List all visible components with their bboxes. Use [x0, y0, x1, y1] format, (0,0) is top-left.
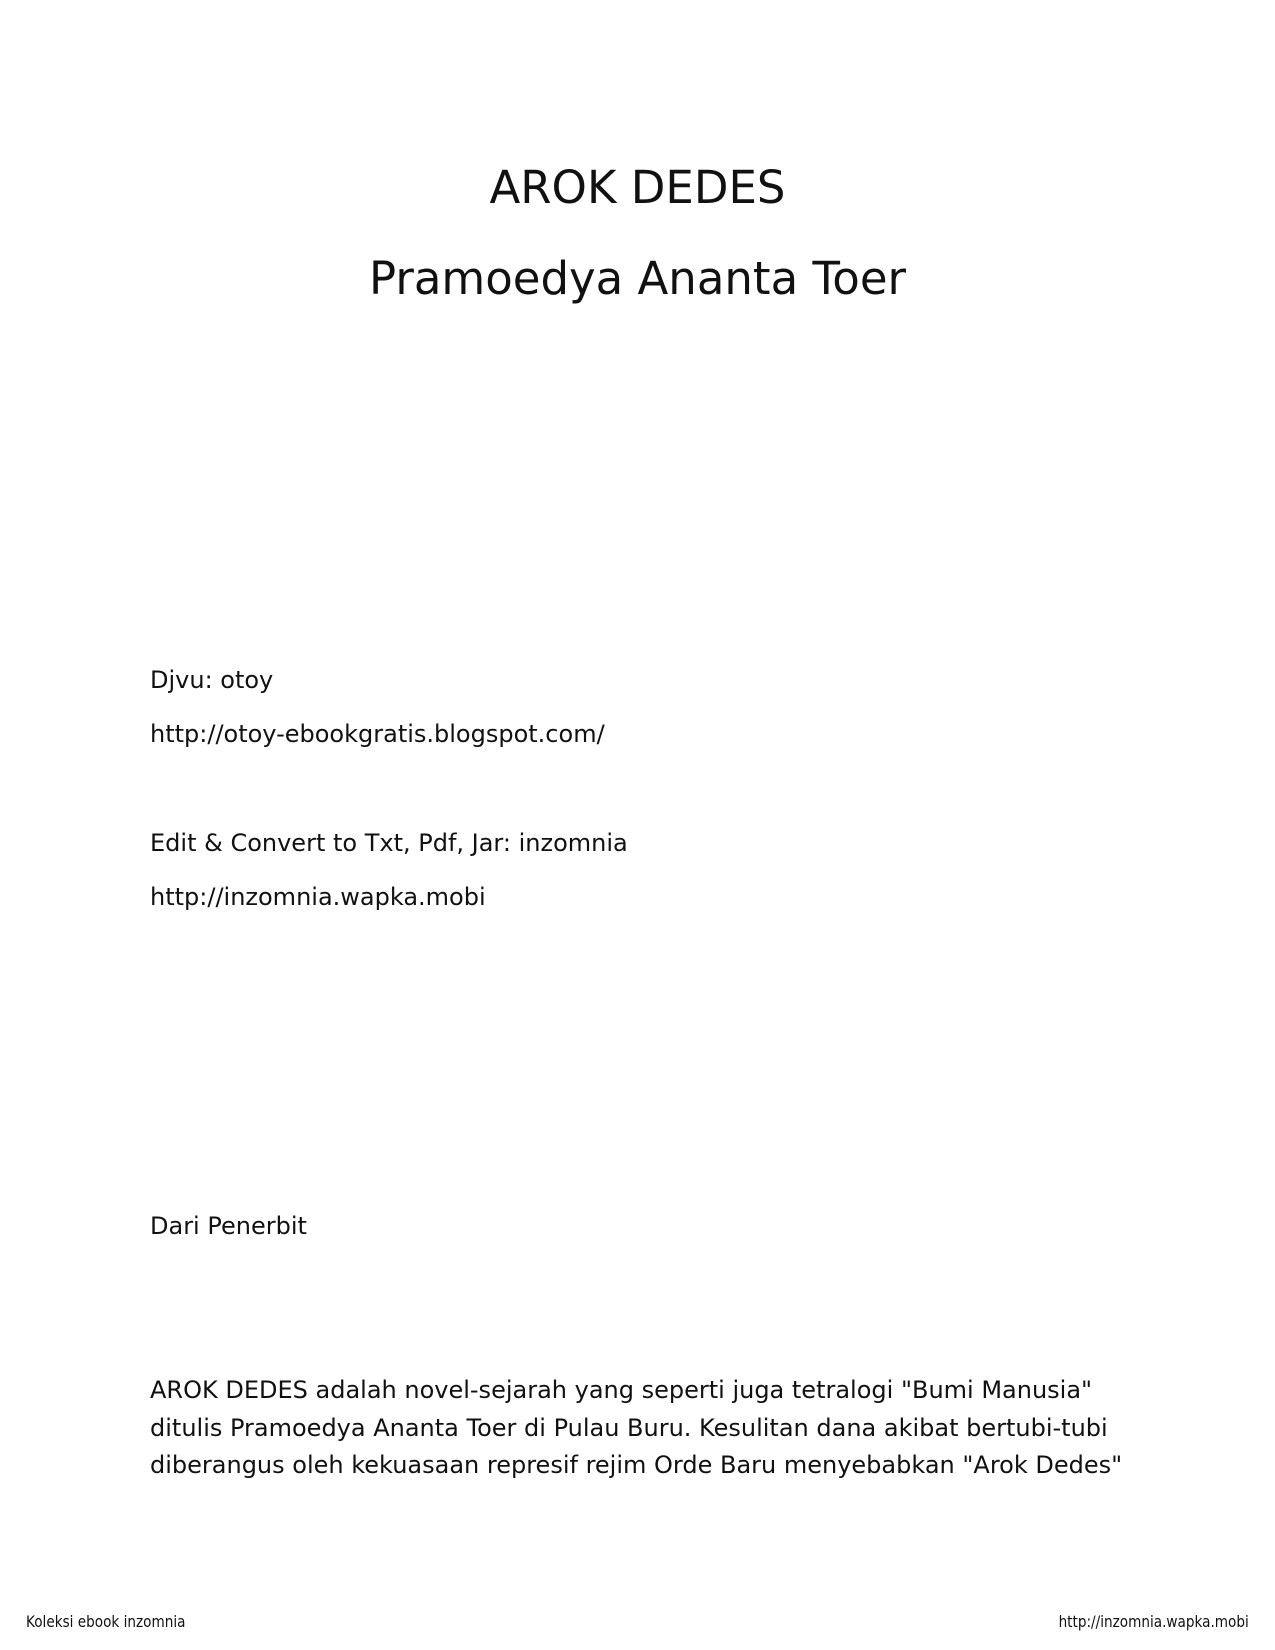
footer-right-link[interactable]: http://inzomnia.wapka.mobi — [1058, 1612, 1249, 1631]
edit-url-link[interactable]: http://inzomnia.wapka.mobi — [150, 883, 486, 911]
footer-left: Koleksi ebook inzomnia — [26, 1612, 186, 1631]
section-heading: Dari Penerbit — [150, 1212, 307, 1240]
edit-credit: Edit & Convert to Txt, Pdf, Jar: inzomnia — [150, 829, 628, 857]
djvu-url-link[interactable]: http://otoy-ebookgratis.blogspot.com/ — [150, 720, 605, 748]
book-title: AROK DEDES — [489, 161, 786, 214]
paragraph-line: diberangus oleh kekuasaan represif rejim Orde Baru menyebabkan "Arok Dedes" — [150, 1451, 1123, 1479]
paragraph-line: AROK DEDES adalah novel-sejarah yang seperti juga tetralogi "Bumi Manusia" — [150, 1376, 1093, 1404]
paragraph-line: ditulis Pramoedya Ananta Toer di Pulau Buru. Kesulitan dana akibat bertubi-tubi — [150, 1414, 1108, 1442]
djvu-credit: Djvu: otoy — [150, 666, 274, 694]
book-author: Pramoedya Ananta Toer — [368, 252, 907, 305]
